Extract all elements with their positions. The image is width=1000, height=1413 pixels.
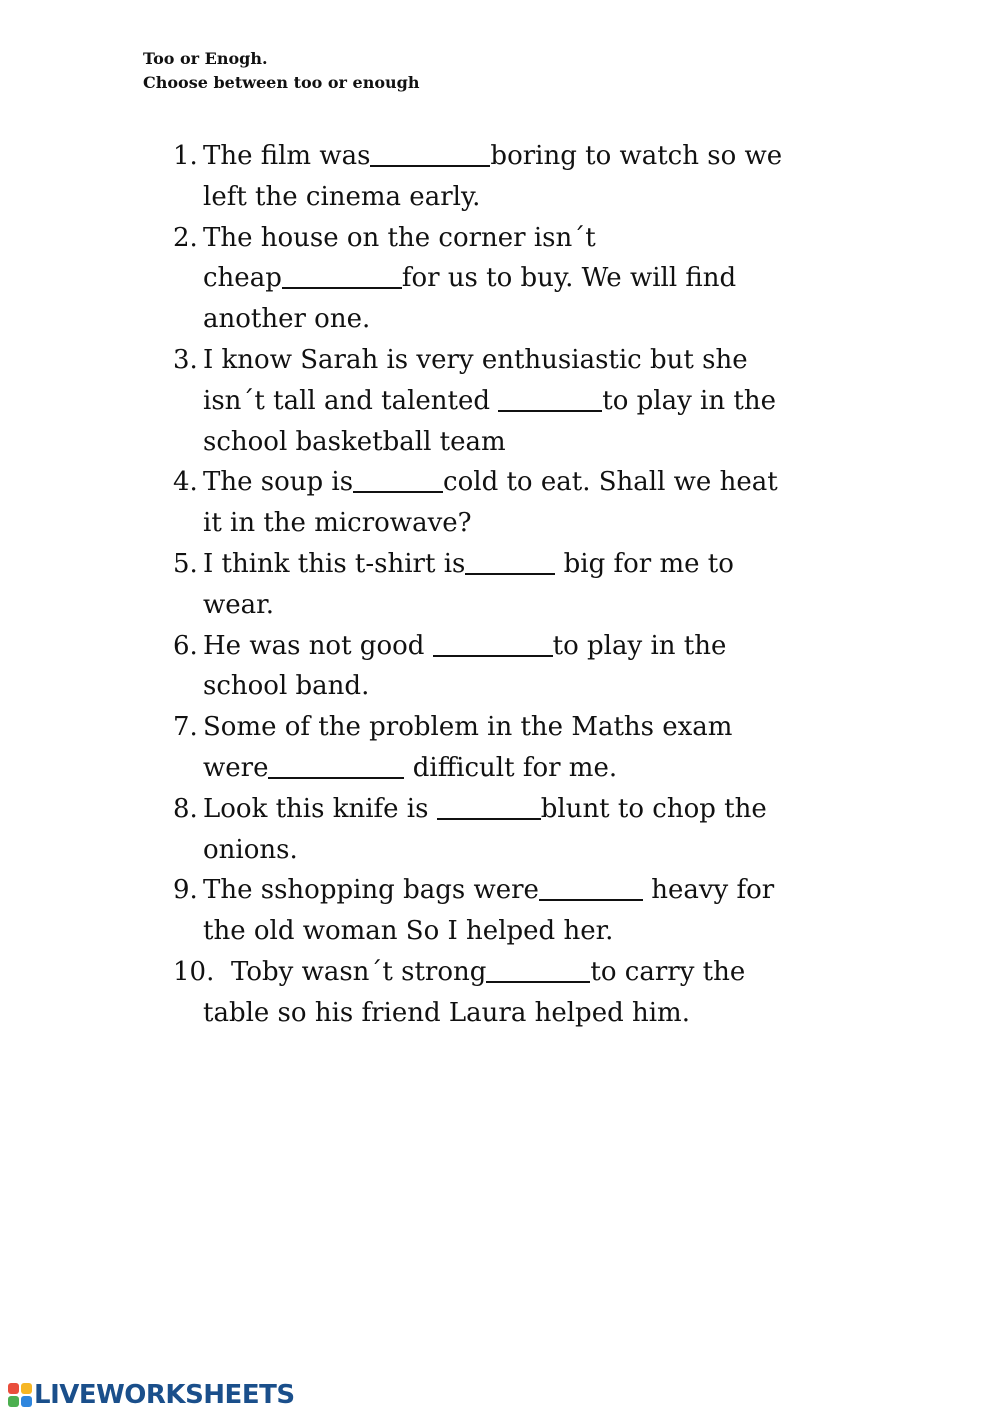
item-text: cheap — [203, 263, 282, 294]
item-text: to carry the — [590, 956, 746, 987]
answer-blank[interactable] — [465, 546, 555, 575]
item-line: wear. — [203, 589, 274, 620]
item-number: 7. — [173, 712, 198, 743]
item-line: Some of the problem in the Maths exam — [203, 712, 733, 743]
item-text: He was not good — [203, 630, 433, 661]
item-text: blunt to chop the — [540, 793, 767, 824]
exercise-item-6 — [173, 626, 853, 708]
item-text: heavy for — [642, 875, 775, 906]
item-line — [203, 462, 853, 503]
answer-blank[interactable] — [486, 954, 590, 983]
item-line — [203, 544, 853, 585]
item-text: to play in the — [602, 385, 776, 416]
item-number: 10. — [173, 956, 215, 987]
item-line: school basketball team — [203, 426, 506, 457]
item-text: Toby wasn´t strong — [231, 956, 487, 987]
item-text: The soup is — [203, 467, 354, 498]
exercise-item-9 — [173, 870, 853, 952]
item-number: 6. — [173, 630, 198, 661]
item-line: school band. — [203, 671, 370, 702]
item-number: 9. — [173, 875, 198, 906]
item-line — [203, 381, 853, 422]
worksheet-header — [143, 47, 419, 95]
answer-blank[interactable] — [539, 872, 643, 901]
item-text: to play in the — [552, 630, 727, 661]
item-number: 1. — [173, 141, 198, 171]
logo-wordmark: LIVEWORKSHEETS — [34, 1380, 295, 1410]
item-number: 3. — [173, 344, 198, 375]
item-line: it in the microwave? — [203, 508, 472, 539]
item-line: the old woman So I helped her. — [203, 916, 614, 947]
item-line — [203, 136, 853, 177]
item-number: 5. — [173, 548, 198, 579]
item-text: boring to watch so we — [490, 141, 783, 171]
exercise-item-3 — [173, 340, 853, 462]
item-line — [173, 952, 853, 993]
exercise-item-10 — [173, 952, 853, 1034]
item-line — [203, 258, 853, 299]
item-number: 8. — [173, 793, 198, 824]
item-line: I know Sarah is very enthusiastic but she — [203, 344, 748, 375]
exercise-item-2 — [173, 218, 853, 340]
item-line: onions. — [203, 834, 298, 865]
exercise-item-7 — [173, 707, 853, 789]
item-number: 2. — [173, 222, 198, 253]
item-text: I think this t-shirt is — [203, 548, 466, 579]
answer-blank[interactable] — [282, 260, 402, 289]
worksheet-instruction: Choose between too or enough — [143, 73, 420, 92]
item-text: big for me to — [555, 548, 734, 579]
item-line: another one. — [203, 304, 371, 335]
item-text: were — [203, 752, 269, 783]
item-line — [203, 870, 853, 911]
exercise-list — [173, 136, 853, 1034]
exercise-item-5 — [173, 544, 853, 626]
item-text: isn´t tall and talented — [203, 385, 499, 416]
item-number: 4. — [173, 467, 198, 498]
answer-blank[interactable] — [437, 791, 541, 820]
item-line: The house on the corner isn´t — [203, 222, 596, 253]
item-text: The film was — [203, 141, 371, 171]
item-line — [203, 626, 853, 667]
exercise-item-4 — [173, 462, 853, 544]
exercise-item-8 — [173, 789, 853, 871]
answer-blank[interactable] — [268, 750, 404, 779]
item-text: for us to buy. We will find — [401, 263, 737, 294]
item-text: The sshopping bags were — [203, 875, 539, 906]
answer-blank[interactable] — [498, 383, 602, 412]
item-text: difficult for me. — [404, 752, 618, 783]
item-line: table so his friend Laura helped him. — [203, 997, 690, 1028]
answer-blank[interactable] — [433, 628, 553, 657]
item-text: Look this knife is — [203, 793, 437, 824]
answer-blank[interactable] — [353, 464, 443, 493]
item-line: left the cinema early. — [203, 181, 481, 212]
item-line — [203, 789, 853, 830]
exercise-item-1 — [173, 136, 853, 218]
worksheet-title: Too or Enogh. — [143, 49, 268, 68]
answer-blank[interactable] — [370, 138, 490, 167]
liveworksheets-logo — [8, 1380, 295, 1410]
item-text: cold to eat. Shall we heat — [443, 467, 778, 498]
item-line — [203, 748, 853, 789]
liveworksheets-logo-icon — [8, 1383, 32, 1407]
